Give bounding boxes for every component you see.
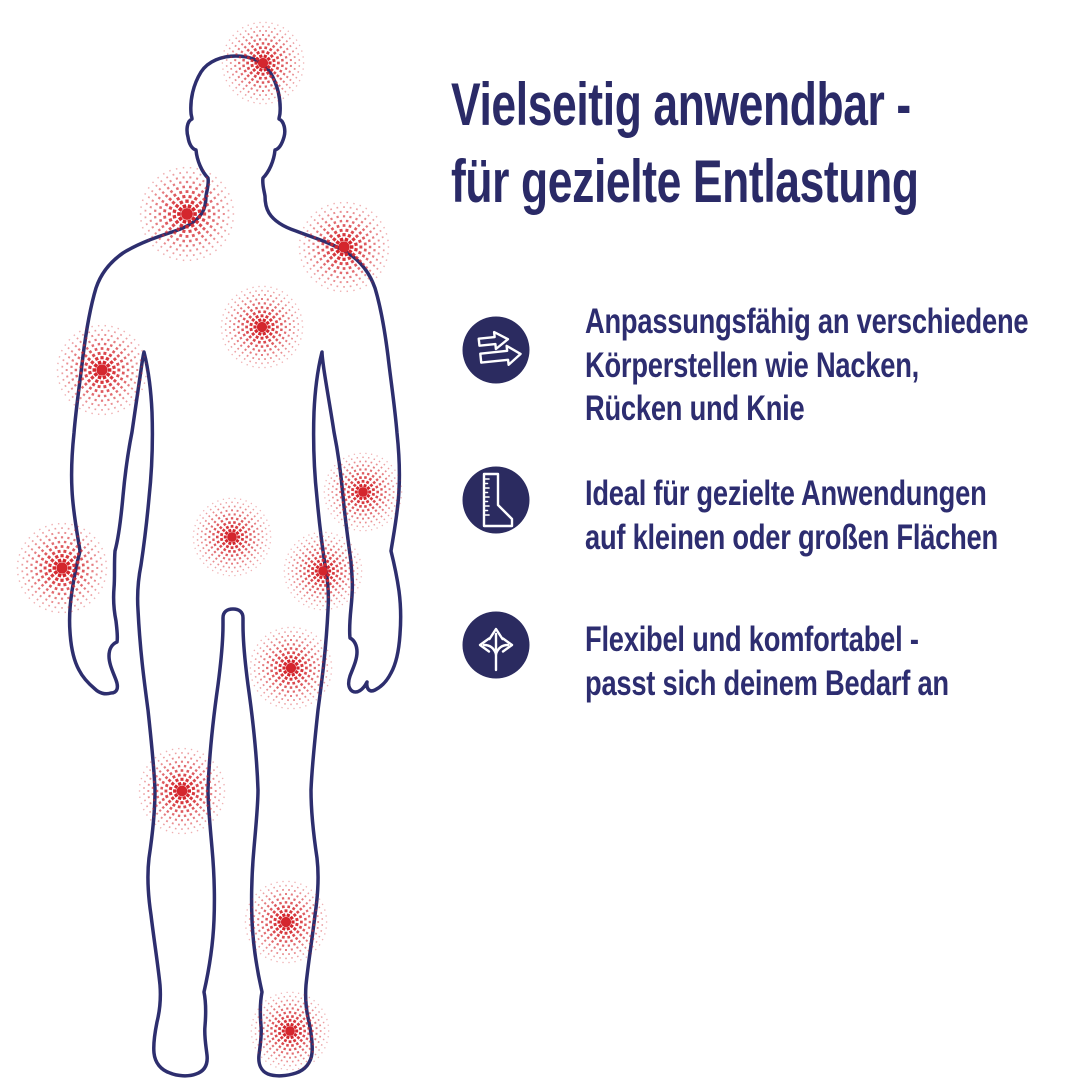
flexible-directions-icon xyxy=(456,605,536,685)
feature-line: auf kleinen oder großen Flächen xyxy=(585,517,998,557)
ruler-square-icon xyxy=(456,460,536,540)
resize-arrows-icon xyxy=(456,310,536,390)
feature-flexible-text xyxy=(585,618,949,705)
body-figure xyxy=(0,0,440,1080)
feature-line: Rücken und Knie xyxy=(585,389,805,428)
feature-adaptable-text xyxy=(585,300,1028,431)
feature-line: Flexibel und komfortabel - xyxy=(585,620,919,659)
page-title-line-1: Vielseitig anwendbar - xyxy=(451,71,911,138)
icon-circle xyxy=(463,467,530,534)
feature-line: Anpassungsfähig an verschiedene xyxy=(585,302,1029,341)
feature-targeted-text xyxy=(585,472,998,559)
feature-line: Körperstellen wie Nacken, xyxy=(585,345,920,385)
page-title xyxy=(451,66,919,220)
page-title-line-2: für gezielte Entlastung xyxy=(451,148,919,215)
body-outline xyxy=(70,56,401,1076)
feature-line: Ideal für gezielte Anwendungen xyxy=(585,474,987,513)
feature-line: passt sich deinem Bedarf an xyxy=(585,663,949,703)
